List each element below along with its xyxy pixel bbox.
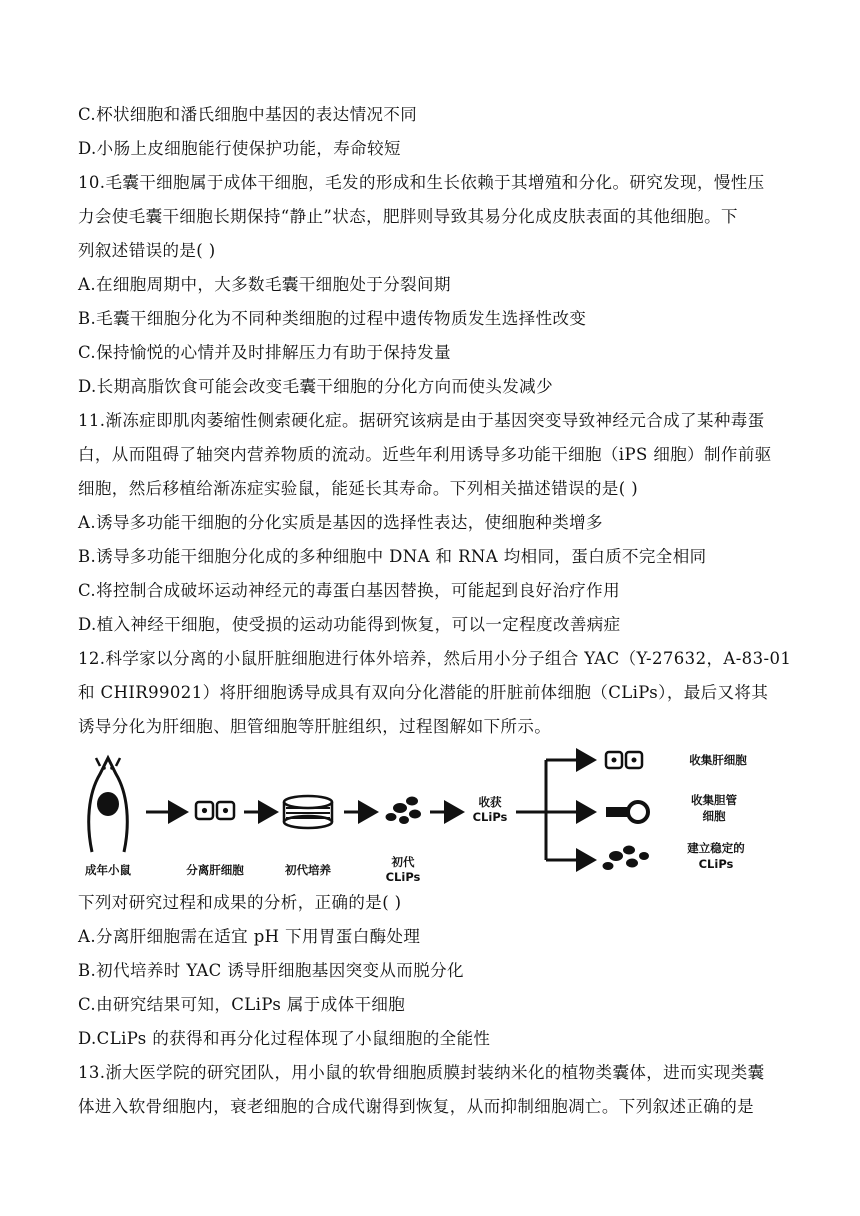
- text-line: D.小肠上皮细胞能行使保护功能，寿命较短: [78, 139, 401, 158]
- label-isolate: 分离肝细胞: [186, 863, 244, 877]
- text-line: 细胞，然后移植给渐冻症实验鼠，能延长其寿命。下列相关描述错误的是( ): [78, 479, 639, 498]
- label-collect-1: 收获: [478, 795, 502, 809]
- text-line: 力会使毛囊干细胞长期保持“静止”状态，肥胖则导致其易分化成皮肤表面的其他细胞。下: [78, 207, 738, 226]
- text-line: A.分离肝细胞需在适宜 pH 下用胃蛋白酶处理: [78, 927, 421, 946]
- text-line: 和 CHIR99021）将肝细胞诱导成具有双向分化潜能的肝脏前体细胞（CLiPs），最后又将其: [78, 683, 769, 702]
- text-line: C.由研究结果可知，CLiPs 属于成体干细胞: [78, 995, 406, 1014]
- label-bile-2: 细胞: [702, 809, 726, 823]
- mouse-icon: [89, 758, 128, 852]
- text-line: 白，从而阻碍了轴突内营养物质的流动。近些年利用诱导多功能干细胞（iPS 细胞）制作前驱: [78, 445, 772, 464]
- hepatocytes-icon: [606, 752, 642, 768]
- text-line: 11.渐冻症即肌肉萎缩性侧索硬化症。据研究该病是由于基因突变导致神经元合成了某种毒蛋: [78, 411, 765, 430]
- text-line: B.诱导多功能干细胞分化成的多种细胞中 DNA 和 RNA 均相同，蛋白质不完全相同: [78, 547, 707, 566]
- text-line: 诱导分化为肝细胞、胆管细胞等肝脏组织，过程图解如下所示。: [78, 717, 552, 736]
- process-diagram: [78, 744, 778, 886]
- text-line: C.杯状细胞和潘氏细胞中基因的表达情况不同: [78, 105, 418, 124]
- label-stable-1: 建立稳定的: [687, 841, 745, 855]
- text-line: C.保持愉悦的心情并及时排解压力有助于保持发量: [78, 343, 451, 362]
- process-diagram-svg: [78, 744, 778, 886]
- primary-clips-icon: [386, 797, 422, 825]
- label-hepatocytes: 收集肝细胞: [689, 753, 747, 767]
- label-collect-2: CLiPs: [472, 810, 508, 824]
- text-line: A.在细胞周期中，大多数毛囊干细胞处于分裂间期: [78, 275, 451, 294]
- document-page: [78, 98, 792, 1124]
- label-stable-2: CLiPs: [698, 857, 734, 871]
- label-culture: 初代培养: [285, 863, 331, 877]
- text-line: D.长期高脂饮食可能会改变毛囊干细胞的分化方向而使头发减少: [78, 377, 553, 396]
- label-primary-1: 初代: [391, 855, 415, 869]
- text-line: C.将控制合成破坏运动神经元的毒蛋白基因替换，可能起到良好治疗作用: [78, 581, 620, 600]
- text-line: 13.浙大医学院的研究团队，用小鼠的软骨细胞质膜封装纳米化的植物类囊体，进而实现类囊: [78, 1063, 765, 1082]
- question-text-top: [78, 98, 792, 744]
- question-text-bottom: [78, 886, 778, 1124]
- text-line: 体进入软骨细胞内，衰老细胞的合成代谢得到恢复，从而抑制细胞凋亡。下列叙述正确的是: [78, 1097, 754, 1116]
- label-mouse: 成年小鼠: [85, 863, 131, 877]
- text-line: 下列对研究过程和成果的分析，正确的是( ): [78, 893, 402, 912]
- text-line: B.初代培养时 YAC 诱导肝细胞基因突变从而脱分化: [78, 961, 464, 980]
- bile-duct-cell-icon: [606, 802, 648, 822]
- label-bile-1: 收集胆管: [691, 793, 737, 807]
- text-line: D.植入神经干细胞，使受损的运动功能得到恢复，可以一定程度改善病症: [78, 615, 621, 634]
- text-line: B.毛囊干细胞分化为不同种类细胞的过程中遗传物质发生选择性改变: [78, 309, 587, 328]
- isolated-hepatocytes-icon: [196, 802, 234, 819]
- text-line: 列叙述错误的是( ): [78, 241, 216, 260]
- stable-clips-icon: [603, 846, 650, 871]
- culture-dish-icon: [284, 796, 332, 828]
- text-line: 12.科学家以分离的小鼠肝脏细胞进行体外培养，然后用小分子组合 YAC（Y-27632，A-83-01: [78, 649, 792, 668]
- text-line: D.CLiPs 的获得和再分化过程体现了小鼠细胞的全能性: [78, 1029, 491, 1048]
- text-line: A.诱导多功能干细胞的分化实质是基因的选择性表达，使细胞种类增多: [78, 513, 603, 532]
- label-primary-2: CLiPs: [385, 870, 421, 884]
- text-line: 10.毛囊干细胞属于成体干细胞，毛发的形成和生长依赖于其增殖和分化。研究发现，慢性压: [78, 173, 765, 192]
